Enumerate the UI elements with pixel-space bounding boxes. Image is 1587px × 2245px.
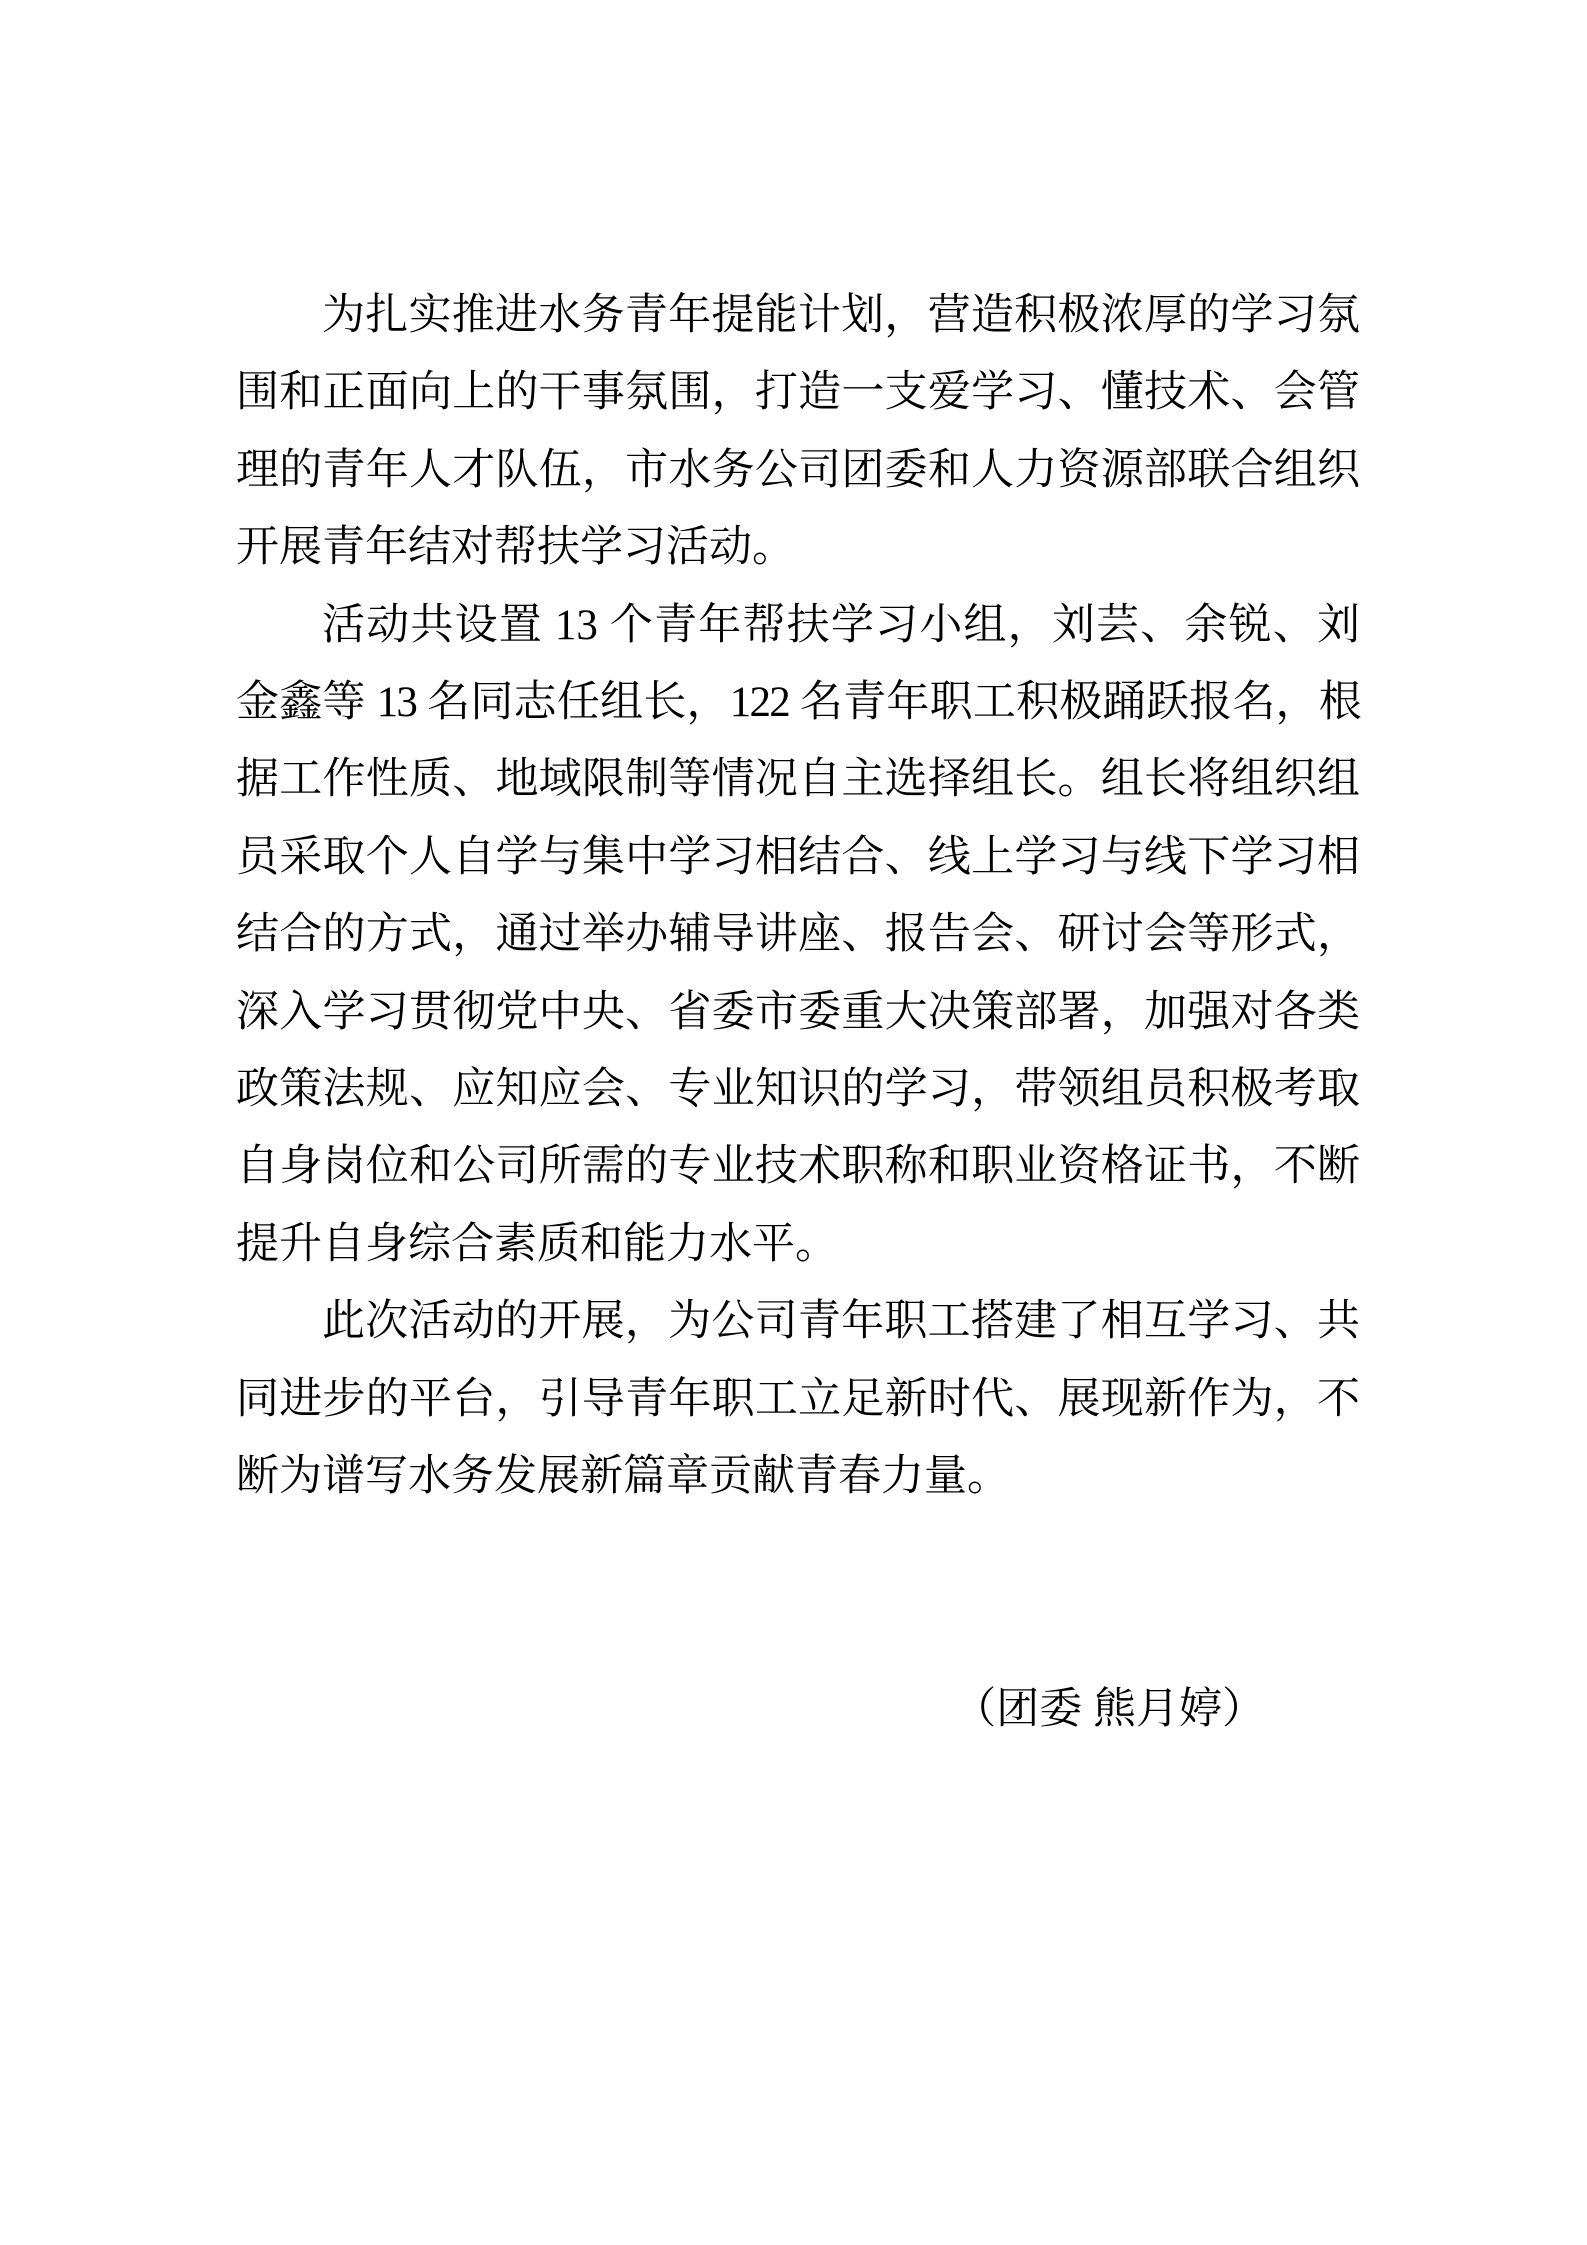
text-line: 政策法规、应知应会、专业知识的学习，带领组员积极考取 [236, 1066, 1360, 1114]
text-line: 开展青年结对帮扶学习活动。 [236, 524, 795, 572]
text-line: 同进步的平台，引导青年职工立足新时代、展现新作为，不 [236, 1375, 1360, 1423]
text-line: 金鑫等 13 名同志任组长，122 名青年职工积极踊跃报名，根 [236, 679, 1360, 727]
text-line: 围和正面向上的干事氛围，打造一支爱学习、懂技术、会管 [236, 369, 1360, 417]
text-line: 据工作性质、地域限制等情况自主选择组长。组长将组织组 [236, 756, 1360, 804]
paragraph-activity-details [236, 587, 1360, 1284]
signature-byline: （团委 熊月婷） [953, 1685, 1265, 1733]
text-line: 断为谱写水务发展新篇章贡献青春力量。 [236, 1453, 1010, 1501]
text-line: 提升自身综合素质和能力水平。 [236, 1220, 838, 1268]
text-line: 活动共设置 13 个青年帮扶学习小组，刘芸、余锐、刘 [322, 601, 1360, 649]
text-line: 为扎实推进水务青年提能计划，营造积极浓厚的学习氛 [322, 292, 1360, 339]
paragraph-intro [236, 277, 1360, 587]
text-line: 此次活动的开展，为公司青年职工搭建了相互学习、共 [322, 1298, 1360, 1346]
text-line: 自身岗位和公司所需的专业技术职称和职业资格证书，不断 [236, 1143, 1360, 1191]
text-line: 深入学习贯彻党中央、省委市委重大决策部署，加强对各类 [236, 988, 1360, 1036]
text-line: 员采取个人自学与集中学习相结合、线上学习与线下学习相 [236, 833, 1360, 881]
text-line: 结合的方式，通过举办辅导讲座、报告会、研讨会等形式， [236, 911, 1360, 959]
paragraph-conclusion [236, 1283, 1360, 1515]
document-body [236, 277, 1360, 1748]
text-line: 理的青年人才队伍，市水务公司团委和人力资源部联合组织 [236, 446, 1360, 494]
